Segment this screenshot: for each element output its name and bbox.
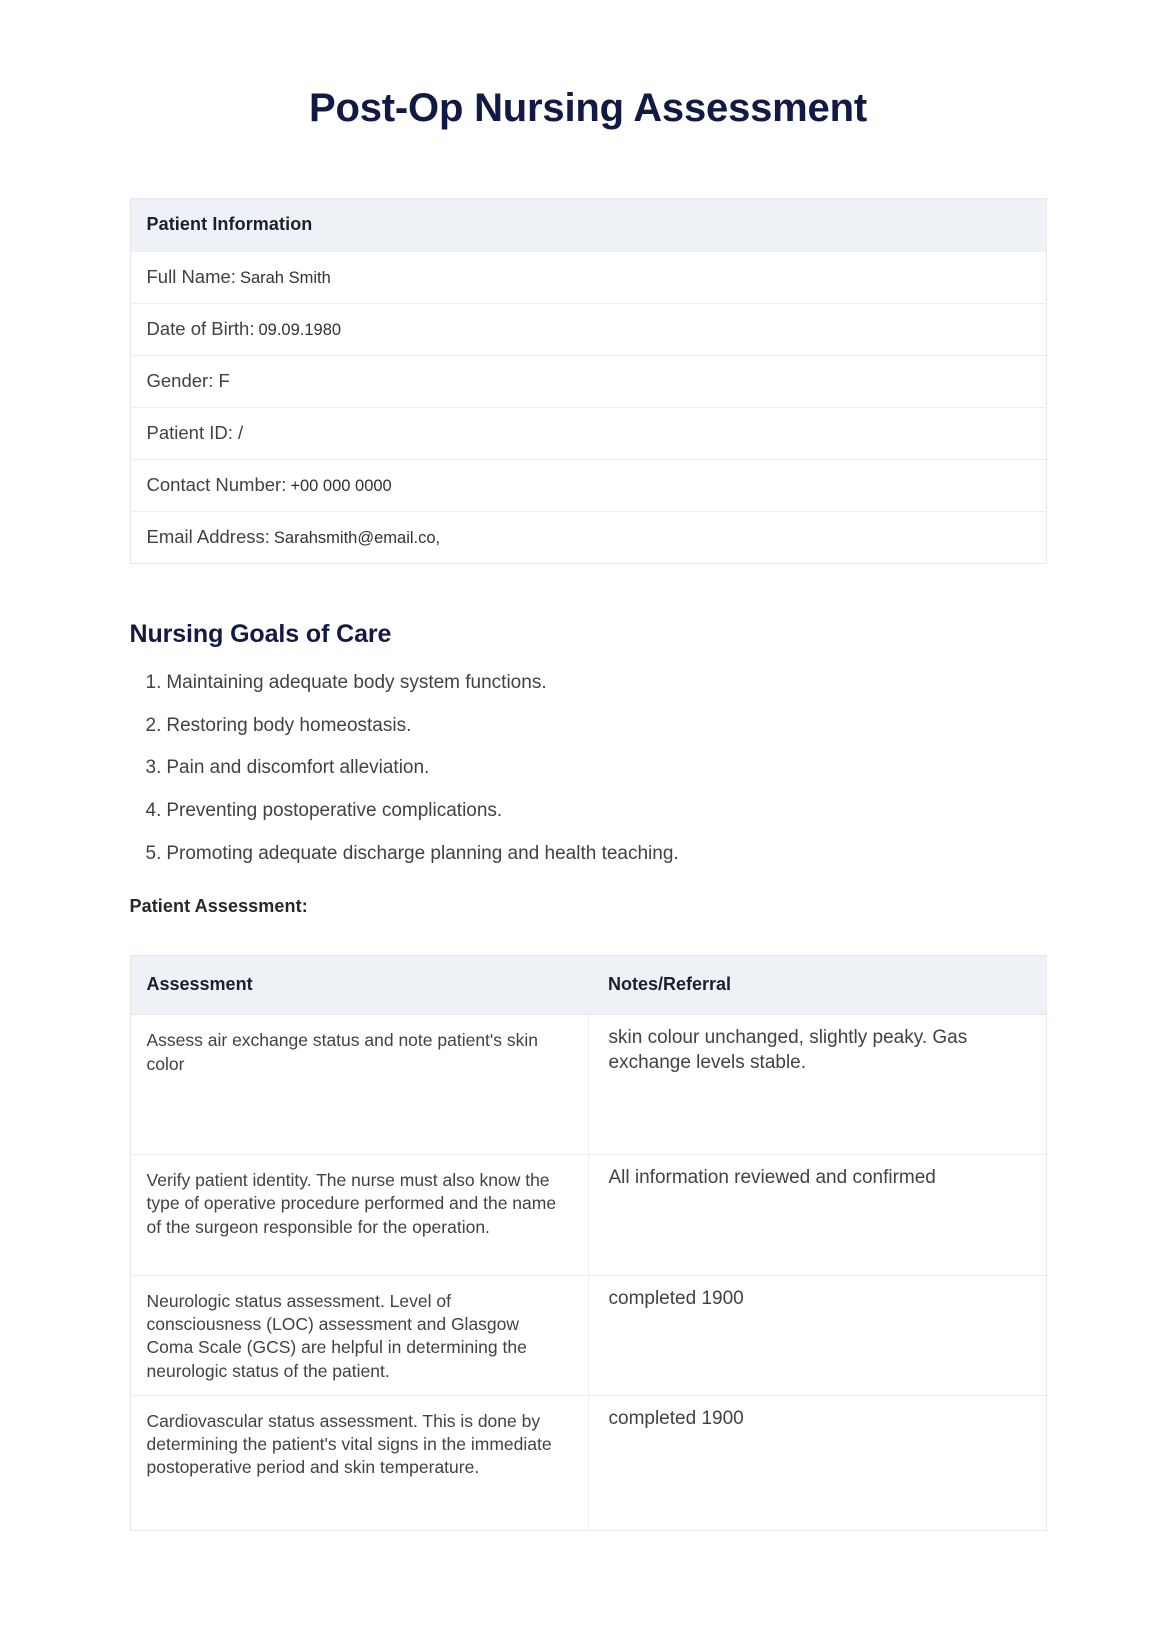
field-label: Contact Number: xyxy=(146,474,287,495)
page-title: Post-Op Nursing Assessment xyxy=(309,86,867,130)
table-row xyxy=(130,1275,1046,1395)
list-item-label: Restoring body homeostasis. xyxy=(166,714,412,736)
field-value: Sarah Smith xyxy=(239,269,331,287)
table-header-row xyxy=(130,956,1046,1015)
assessment-notes: skin colour unchanged, slightly peaky. Gas exchange levels stable. xyxy=(588,1015,1046,1155)
assessment-description: Neurologic status assessment. Level of consciousness (LOC) assessment and Glasgow Coma Scale (GCS) are helpful in determining the neurologic status of the patient. xyxy=(130,1275,588,1395)
table-row-header xyxy=(130,199,1046,252)
table-row xyxy=(130,252,1046,304)
list-item-number: 2. xyxy=(145,714,162,736)
table-row xyxy=(130,1154,1046,1275)
table-row xyxy=(130,356,1046,408)
field-value: +00 000 0000 xyxy=(290,477,392,495)
field-label: Gender: F xyxy=(146,370,230,391)
assessment-description: Cardiovascular status assessment. This is done by determining the patient's vital signs in the immediate postoperative period and skin temperature. xyxy=(130,1395,588,1530)
table-row xyxy=(130,408,1046,460)
field-full-name xyxy=(130,252,1046,304)
field-label: Date of Birth: xyxy=(146,318,255,339)
nursing-goals-heading: Nursing Goals of Care xyxy=(129,620,392,648)
assessment-notes: completed 1900 xyxy=(588,1275,1046,1395)
document-content xyxy=(130,0,1047,1531)
column-header-assessment: Assessment xyxy=(130,956,588,1015)
field-gender xyxy=(130,356,1046,408)
field-label: Email Address: xyxy=(146,526,270,547)
list-item-label: Pain and discomfort alleviation. xyxy=(166,757,430,779)
field-email-address xyxy=(130,512,1046,564)
nursing-goals-list xyxy=(130,671,1047,866)
table-row xyxy=(130,304,1046,356)
list-item xyxy=(130,799,1047,824)
patient-information-header: Patient Information xyxy=(130,199,1046,252)
field-patient-id xyxy=(130,408,1046,460)
table-row xyxy=(130,1395,1046,1530)
column-header-notes: Notes/Referral xyxy=(588,956,1046,1015)
field-label: Full Name: xyxy=(146,266,236,287)
assessment-notes: All information reviewed and confirmed xyxy=(588,1154,1046,1275)
list-item xyxy=(130,756,1047,781)
list-item-label: Maintaining adequate body system functions. xyxy=(166,672,547,693)
list-item-number: 3. xyxy=(145,757,162,779)
assessment-description: Verify patient identity. The nurse must also know the type of operative procedure performed and the name of the surgeon responsible for the operation. xyxy=(130,1154,588,1275)
field-label: Patient ID: / xyxy=(146,422,244,443)
list-item xyxy=(130,671,1047,696)
patient-assessment-table xyxy=(130,955,1047,1530)
list-item-number: 4. xyxy=(145,800,162,822)
list-item-number: 1. xyxy=(145,672,162,693)
field-value: Sarahsmith@email.co, xyxy=(273,529,441,547)
list-item-label: Promoting adequate discharge planning and health teaching. xyxy=(166,842,679,864)
patient-information-table xyxy=(130,198,1047,564)
list-item xyxy=(130,842,1047,867)
patient-assessment-heading: Patient Assessment: xyxy=(129,896,308,917)
list-item-number: 5. xyxy=(145,842,162,864)
field-contact-number xyxy=(130,460,1046,512)
table-row xyxy=(130,1015,1046,1155)
assessment-description: Assess air exchange status and note patient's skin color xyxy=(130,1015,588,1155)
table-row xyxy=(130,512,1046,564)
field-date-of-birth xyxy=(130,304,1046,356)
list-item-label: Preventing postoperative complications. xyxy=(166,800,503,822)
assessment-notes: completed 1900 xyxy=(608,1407,744,1429)
field-value: 09.09.1980 xyxy=(258,321,342,339)
list-item xyxy=(130,714,1047,739)
table-row xyxy=(130,460,1046,512)
